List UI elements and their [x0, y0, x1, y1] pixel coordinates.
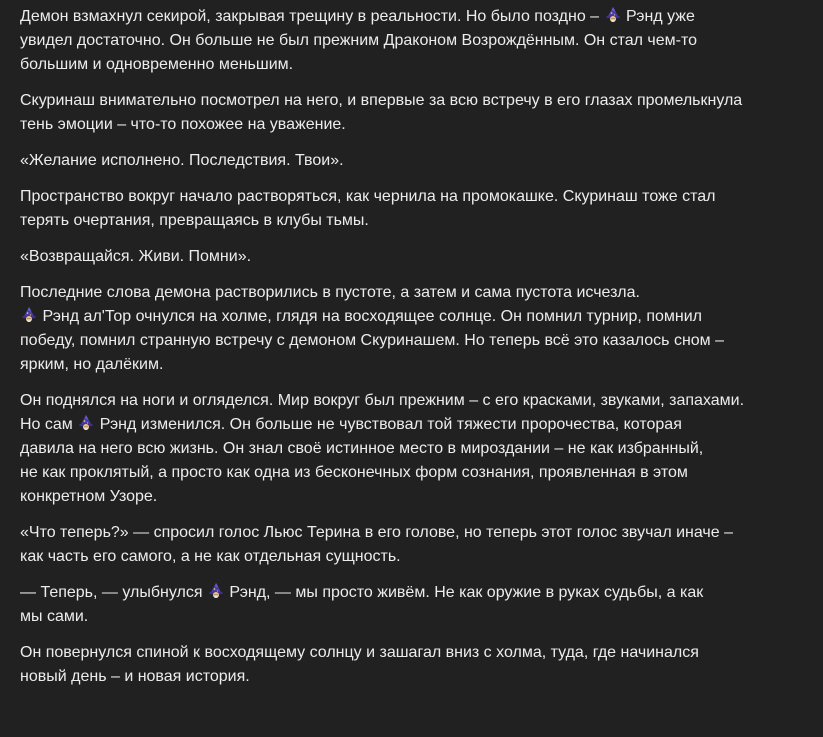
text-run: Демон взмахнул секирой, закрывая трещину в реальности. Но было поздно – [20, 8, 604, 25]
story-paragraph [20, 149, 803, 173]
text-run: мы сами. [20, 608, 89, 625]
text-line [20, 281, 803, 305]
text-run: Рэнд ал'Тор очнулся на холме, глядя на восходящее солнце. Он помнил турнир, помнил [38, 308, 702, 325]
story-paragraph [20, 245, 803, 269]
text-run: тень эмоции – что-то похожее на уважение. [20, 116, 346, 133]
text-line [20, 305, 803, 329]
text-run: Рэнд, — мы просто живём. Не как оружие в руках судьбы, а как [224, 584, 704, 601]
text-line [20, 5, 803, 29]
text-line [20, 53, 803, 77]
text-run: Рэнд уже [621, 8, 695, 25]
text-line [20, 521, 803, 545]
mage-emoji-icon [207, 582, 225, 600]
text-run: Рэнд изменился. Он больше не чувствовал той тяжести пророчества, которая [95, 416, 682, 433]
text-run: увидел достаточно. Он больше не был прежним Драконом Возрождённым. Он стал чем-то [20, 32, 698, 49]
text-line [20, 605, 803, 629]
text-line [20, 389, 803, 413]
text-line [20, 485, 803, 509]
text-line [20, 665, 803, 689]
text-line [20, 413, 803, 437]
text-run: «Возвращайся. Живи. Помни». [20, 248, 252, 265]
mage-emoji-icon [77, 414, 95, 432]
story-paragraph [20, 5, 803, 77]
text-run: «Желание исполнено. Последствия. Твои». [20, 152, 344, 169]
text-run: Он поднялся на ноги и огляделся. Мир вокруг был прежним – с его красками, звуками, запахами. [20, 392, 745, 409]
text-run: не как проклятый, а просто как одна из бесконечных форм сознания, проявленная в этом [20, 464, 688, 481]
text-line [20, 581, 803, 605]
text-run: большим и одновременно меньшим. [20, 56, 294, 73]
story-paragraph [20, 641, 803, 689]
text-line [20, 185, 803, 209]
text-run: ярким, но далёким. [20, 356, 164, 373]
text-run: Он повернулся спиной к восходящему солнцу и зашагал вниз с холма, туда, где начинался [20, 644, 699, 661]
text-run: победу, помнил странную встречу с демоном Скуринашем. Но теперь всё это казалось сном – [20, 332, 725, 349]
text-run: — Теперь, — улыбнулся [20, 584, 207, 601]
text-line [20, 89, 803, 113]
story-paragraph [20, 281, 803, 377]
text-line [20, 461, 803, 485]
text-line [20, 437, 803, 461]
story-paragraph [20, 581, 803, 629]
text-run: Последние слова демона растворились в пустоте, а затем и сама пустота исчезла. [20, 284, 640, 301]
text-run: давила на него всю жизнь. Он знал своё истинное место в мироздании – не как избранный, [20, 440, 704, 457]
text-line [20, 245, 803, 269]
text-line [20, 209, 803, 233]
story-paragraph [20, 389, 803, 509]
mage-emoji-icon [604, 6, 622, 24]
text-line [20, 113, 803, 137]
text-run: «Что теперь?» — спросил голос Льюс Терина в его голове, но теперь этот голос звучал иначе – [20, 524, 733, 541]
text-line [20, 545, 803, 569]
text-line [20, 641, 803, 665]
text-run: новый день – и новая история. [20, 668, 250, 685]
story-paragraph [20, 185, 803, 233]
mage-emoji-icon [20, 306, 38, 324]
text-line [20, 29, 803, 53]
text-line [20, 329, 803, 353]
text-run: Но сам [20, 416, 78, 433]
text-run: терять очертания, превращаясь в клубы тьмы. [20, 212, 369, 229]
text-run: как часть его самого, а не как отдельная сущность. [20, 548, 401, 565]
text-line [20, 149, 803, 173]
text-run: Скуринаш внимательно посмотрел на него, и впервые за всю встречу в его глазах промелькнула [20, 92, 743, 109]
story-paragraph [20, 89, 803, 137]
story-paragraph [20, 521, 803, 569]
text-line [20, 353, 803, 377]
text-run: конкретном Узоре. [20, 488, 158, 505]
text-run: Пространство вокруг начало растворяться, как чернила на промокашке. Скуринаш тоже стал [20, 188, 716, 205]
